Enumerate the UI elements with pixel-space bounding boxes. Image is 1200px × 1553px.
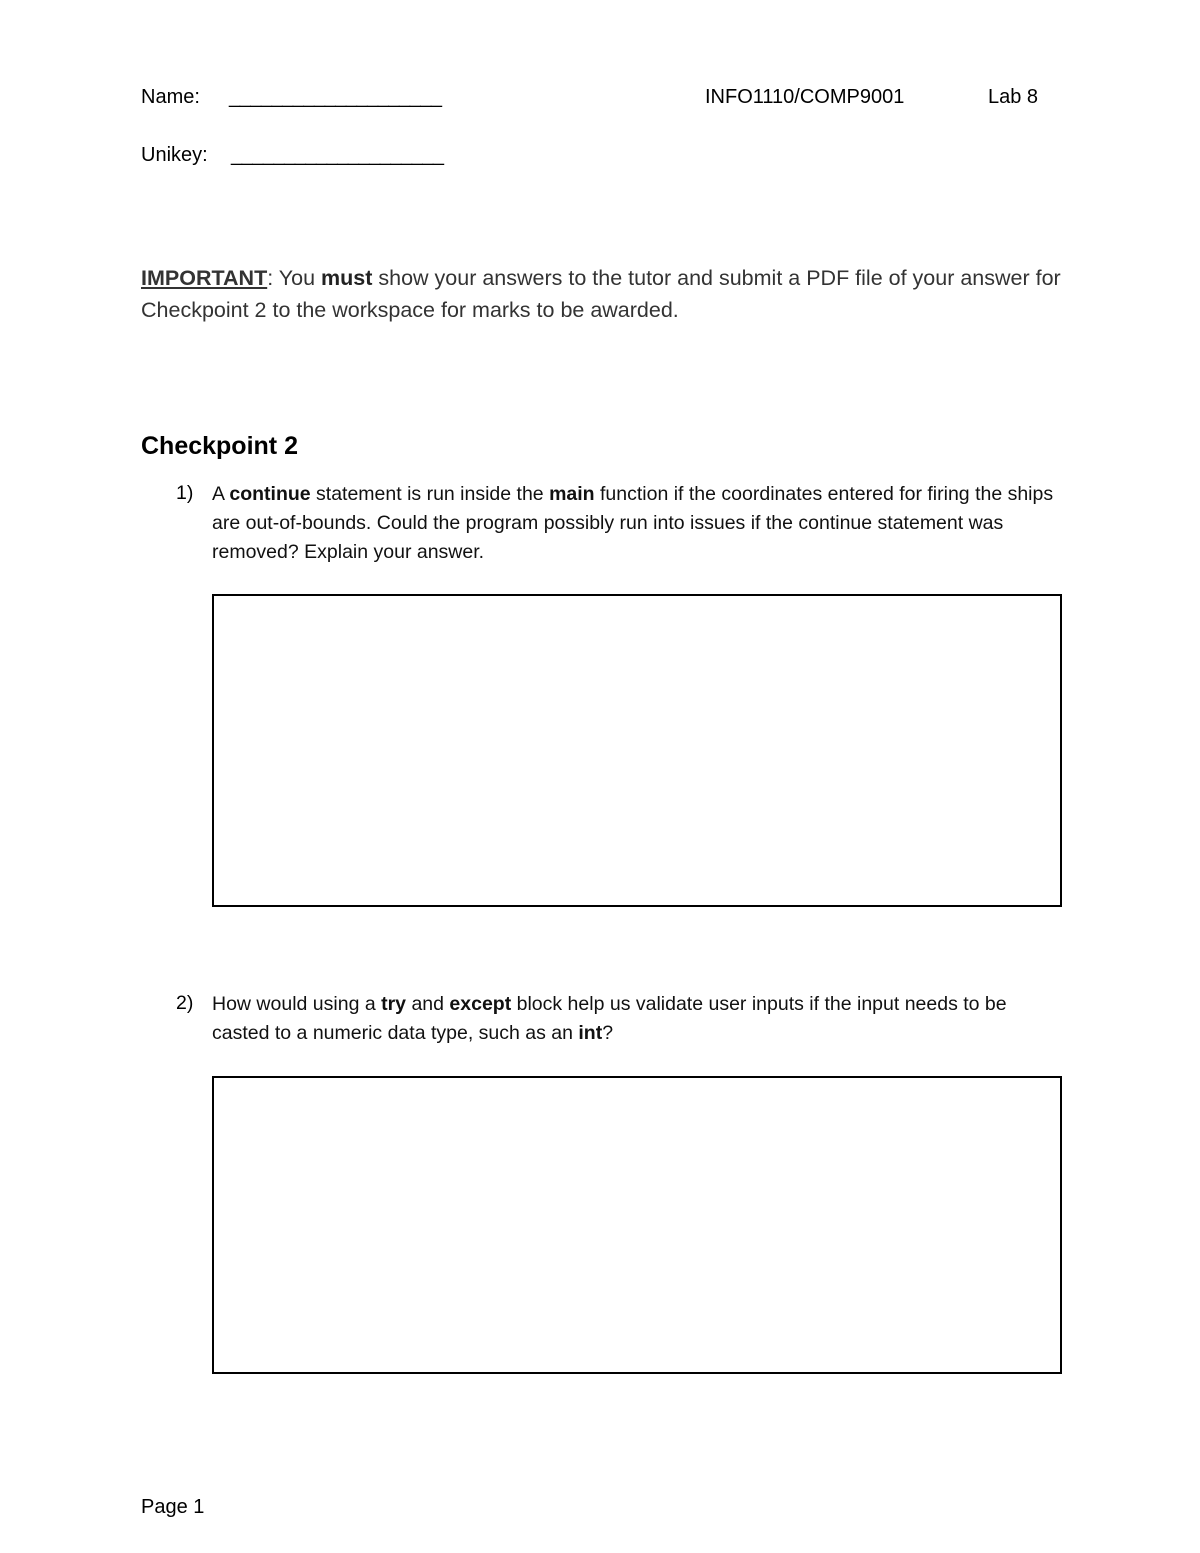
question-1-part: statement is run inside the bbox=[310, 483, 550, 505]
unikey-blank-line[interactable]: ____________________ bbox=[231, 144, 444, 166]
unikey-label: Unikey: bbox=[141, 144, 208, 166]
question-1-answer-box[interactable] bbox=[212, 594, 1062, 907]
important-notice bbox=[141, 262, 1061, 326]
question-2-keyword: try bbox=[381, 993, 407, 1015]
question-1-text bbox=[212, 480, 1062, 567]
question-1-keyword: continue bbox=[229, 483, 311, 505]
question-1-part: function if the coordinates entered for firing the ships are out-of-bounds. Could the program possibly run into issues if the continue statement was removed? Explain your answer. bbox=[212, 483, 1054, 563]
question-2-text bbox=[212, 990, 1062, 1048]
important-rest: show your answers to the tutor and submit a PDF file of your answer for Checkpoint 2 to the workspace for marks to be awarded. bbox=[141, 266, 1061, 322]
question-2-part: block help us validate user inputs if the input needs to be casted to a numeric data type, such as an bbox=[212, 993, 1007, 1044]
question-2-part: How would using a bbox=[212, 993, 382, 1015]
question-2-keyword: except bbox=[449, 993, 512, 1015]
important-separator: : You bbox=[267, 266, 322, 290]
important-lead: IMPORTANT bbox=[141, 266, 268, 290]
section-title: Checkpoint 2 bbox=[141, 432, 298, 460]
important-emphasis: must bbox=[321, 266, 373, 290]
page-number: Page 1 bbox=[141, 1496, 205, 1518]
question-2-part: and bbox=[406, 993, 450, 1015]
question-2-keyword: int bbox=[578, 1022, 603, 1044]
question-1-keyword: main bbox=[549, 483, 595, 505]
question-1-number: 1) bbox=[176, 482, 194, 504]
name-label: Name: bbox=[141, 86, 200, 108]
lab-number: Lab 8 bbox=[988, 86, 1039, 108]
question-2-part: ? bbox=[602, 1022, 614, 1044]
course-code: INFO1110/COMP9001 bbox=[705, 86, 905, 108]
question-2-number: 2) bbox=[176, 992, 194, 1014]
name-blank-line[interactable]: ____________________ bbox=[229, 86, 442, 108]
question-1-part: A bbox=[212, 483, 230, 505]
question-2-answer-box[interactable] bbox=[212, 1076, 1062, 1374]
